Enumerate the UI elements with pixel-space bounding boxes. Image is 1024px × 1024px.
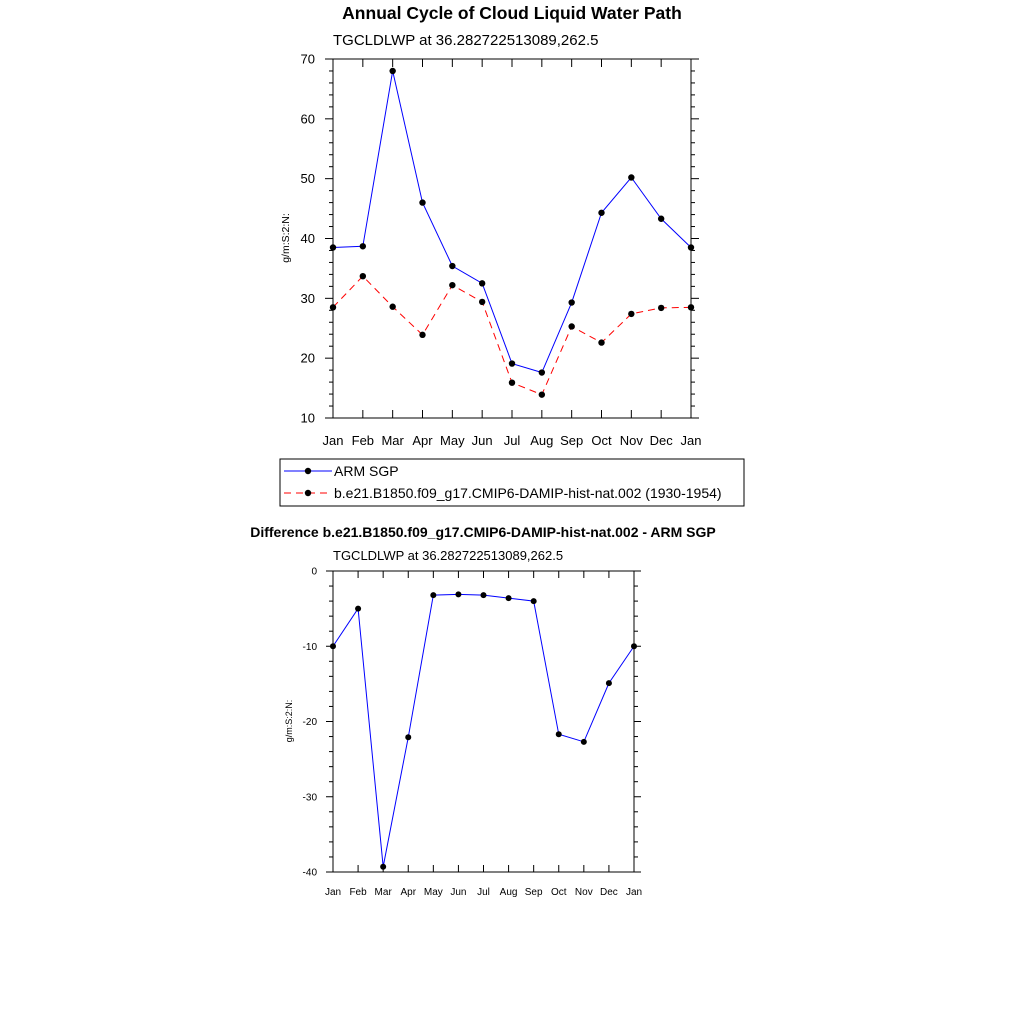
- data-point: [658, 216, 664, 222]
- data-point: [628, 174, 634, 180]
- annual-cycle-chart: [280, 3, 744, 506]
- data-point: [430, 592, 436, 598]
- chart-title: Annual Cycle of Cloud Liquid Water Path: [342, 3, 682, 23]
- data-point: [568, 299, 574, 305]
- x-tick-label: Jun: [450, 887, 467, 898]
- data-point: [360, 273, 366, 279]
- data-point: [509, 379, 515, 385]
- data-point: [449, 282, 455, 288]
- data-point: [556, 731, 562, 737]
- x-tick-labels: [323, 433, 702, 448]
- x-tick-label: May: [423, 887, 443, 898]
- series-lines: [333, 594, 634, 866]
- y-axis-label: g/m:S:2:N:: [280, 213, 292, 263]
- y-tick-labels: [303, 567, 318, 879]
- chart-subtitle: TGCLDLWP at 36.282722513089,262.5: [333, 548, 564, 563]
- x-tick-label: Jul: [477, 887, 490, 898]
- x-tick-label: Apr: [412, 433, 433, 448]
- data-point: [598, 210, 604, 216]
- y-tick-label: 50: [300, 171, 315, 187]
- x-tick-labels: [325, 887, 642, 898]
- legend-label-arm-sgp: ARM SGP: [334, 463, 399, 479]
- y-tick-labels: [301, 52, 315, 426]
- data-point: [581, 739, 587, 745]
- data-point: [688, 244, 694, 250]
- x-tick-label: Sep: [560, 433, 584, 448]
- x-tick-label: Mar: [374, 887, 392, 898]
- series-line-1: [333, 594, 634, 866]
- difference-chart: [250, 524, 716, 898]
- x-tick-label: Oct: [550, 887, 567, 898]
- data-point: [405, 734, 411, 740]
- data-point: [688, 304, 694, 310]
- x-tick-label: Dec: [649, 433, 673, 448]
- y-tick-label: -20: [302, 717, 317, 728]
- data-point: [330, 244, 336, 250]
- data-point: [449, 263, 455, 269]
- y-tick-label: 70: [300, 51, 315, 67]
- x-tick-label: Feb: [349, 887, 367, 898]
- data-point: [481, 592, 487, 598]
- x-tick-label: May: [440, 433, 465, 448]
- x-tick-label: Jan: [625, 887, 643, 898]
- data-point: [455, 591, 461, 597]
- data-point: [631, 643, 637, 649]
- data-point: [598, 339, 604, 345]
- data-point: [360, 243, 366, 249]
- y-tick-label: 0: [311, 566, 317, 578]
- y-axis-label: g/m:S:2:N:: [284, 699, 294, 743]
- x-tick-label: Oct: [591, 433, 612, 448]
- data-point: [658, 305, 664, 311]
- data-point: [506, 595, 512, 601]
- data-point: [330, 643, 336, 649]
- data-point: [419, 332, 425, 338]
- x-tick-label: Dec: [600, 887, 618, 898]
- x-tick-label: Jul: [503, 433, 521, 448]
- y-tick-label: 40: [300, 231, 315, 247]
- x-tick-label: Jan: [324, 887, 342, 898]
- x-tick-label: Mar: [381, 433, 404, 448]
- series-lines: [333, 71, 691, 395]
- axis-ticks: [326, 571, 641, 872]
- y-tick-label: -30: [302, 792, 317, 804]
- series-line-1: [333, 71, 691, 373]
- legend-marker-arm-sgp: [305, 468, 311, 474]
- series-points: [330, 591, 637, 869]
- data-point: [568, 323, 574, 329]
- data-point: [419, 199, 425, 205]
- x-tick-label: Feb: [351, 433, 375, 448]
- data-point: [330, 304, 336, 310]
- series-line-2: [333, 276, 691, 394]
- y-tick-label: -40: [302, 867, 317, 879]
- x-tick-label: Sep: [524, 887, 543, 898]
- x-tick-label: Jun: [471, 433, 493, 448]
- data-point: [380, 864, 386, 870]
- legend: [280, 459, 744, 506]
- legend-label-model: b.e21.B1850.f09_g17.CMIP6-DAMIP-hist-nat.002 (1930-1954): [334, 485, 722, 501]
- chart-subtitle: TGCLDLWP at 36.282722513089,262.5: [333, 32, 599, 49]
- y-tick-label: 20: [300, 350, 315, 366]
- y-tick-label: 30: [300, 290, 315, 306]
- x-tick-label: Jan: [680, 433, 702, 448]
- data-point: [606, 680, 612, 686]
- data-point: [539, 391, 545, 397]
- x-tick-label: Jan: [322, 433, 344, 448]
- data-point: [479, 280, 485, 286]
- x-tick-label: Nov: [619, 433, 643, 448]
- data-point: [628, 311, 634, 317]
- legend-marker-model: [305, 490, 311, 496]
- x-tick-label: Aug: [530, 433, 554, 448]
- y-tick-label: 60: [300, 111, 315, 127]
- data-point: [531, 598, 537, 604]
- data-point: [355, 606, 361, 612]
- plot-frame: [333, 571, 634, 872]
- data-point: [479, 299, 485, 305]
- x-tick-label: Apr: [400, 887, 417, 898]
- y-tick-label: -10: [302, 641, 317, 653]
- chart-title: Difference b.e21.B1850.f09_g17.CMIP6-DAMIP-hist-nat.002 - ARM SGP: [250, 524, 716, 540]
- data-point: [389, 304, 395, 310]
- data-point: [389, 68, 395, 74]
- x-tick-label: Aug: [499, 887, 518, 898]
- y-tick-label: 10: [300, 410, 315, 426]
- data-point: [509, 360, 515, 366]
- data-point: [539, 369, 545, 375]
- x-tick-label: Nov: [574, 887, 593, 898]
